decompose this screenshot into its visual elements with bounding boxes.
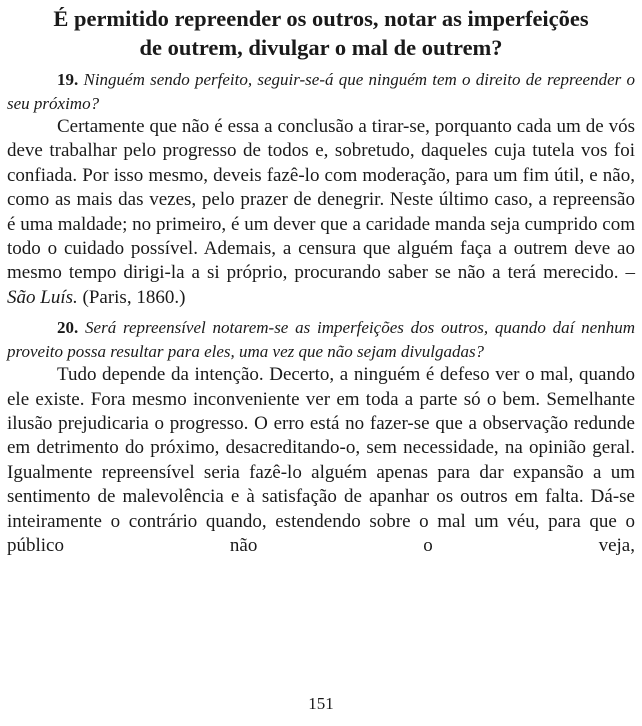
- signature-source: (Paris, 1860.): [82, 286, 186, 308]
- answer-text: Tudo depende da intenção. Decerto, a ninguém é defeso ver o mal, quando ele existe. Fora mesmo inconveniente ver em toda a parte só o bem. Semelhante ilusão prejudicaria o progresso. O erro está no fazer-se que a observação redunde em detrimento do próximo, desacreditando-o, sem necessidade, na opinião geral. Igualmente repreensível seria fazê-lo alguém apenas para dar expansão a um sentimento de malevolência e à satisfação de apanhar os outros em falta. Dá-se inteiramente o contrário quando, estendendo sobre o mal um véu, para que o público não o veja,: [7, 364, 635, 557]
- question-19: [7, 68, 635, 115]
- question-20: [7, 316, 635, 363]
- page-number: 151: [308, 694, 334, 713]
- question-text: Ninguém sendo perfeito, seguir-se-á que ninguém tem o direito de repreender o seu próximo?: [7, 70, 635, 113]
- question-text: Será repreensível notarem-se as imperfeições dos outros, quando daí nenhum proveito possa resultar para eles, uma vez que não sejam divulgadas?: [7, 318, 636, 361]
- question-number: 19.: [57, 70, 79, 89]
- signature-dash: –: [625, 262, 636, 284]
- page-content: [7, 0, 635, 559]
- signature-author: São Luís.: [7, 286, 78, 308]
- section-heading: [7, 4, 635, 62]
- answer-20: [7, 363, 635, 558]
- question-number: 20.: [57, 318, 79, 338]
- answer-19: [7, 115, 635, 310]
- heading-line-2: de outrem, divulgar o mal de outrem?: [139, 35, 503, 60]
- heading-line-1: É permitido repreender os outros, notar as imperfeições: [53, 6, 589, 31]
- answer-text: Certamente que não é essa a conclusão a tirar-se, porquanto cada um de vós deve trabalhar pelo progresso de todos e, sobretudo, daqueles cuja tutela vos foi confiada. Por isso mesmo, deveis fazê-lo com moderação, para um fim útil, e não, como as mais das vezes, pelo prazer de denegrir. Neste último caso, a repreensão é uma maldade; no primeiro, é um dever que a caridade manda seja cumprido com todo o cuidado possível. Ademais, a censura que alguém faça a outrem deve ao mesmo tempo dirigi-la a si próprio, procurando saber se não a terá merecido.: [7, 116, 635, 284]
